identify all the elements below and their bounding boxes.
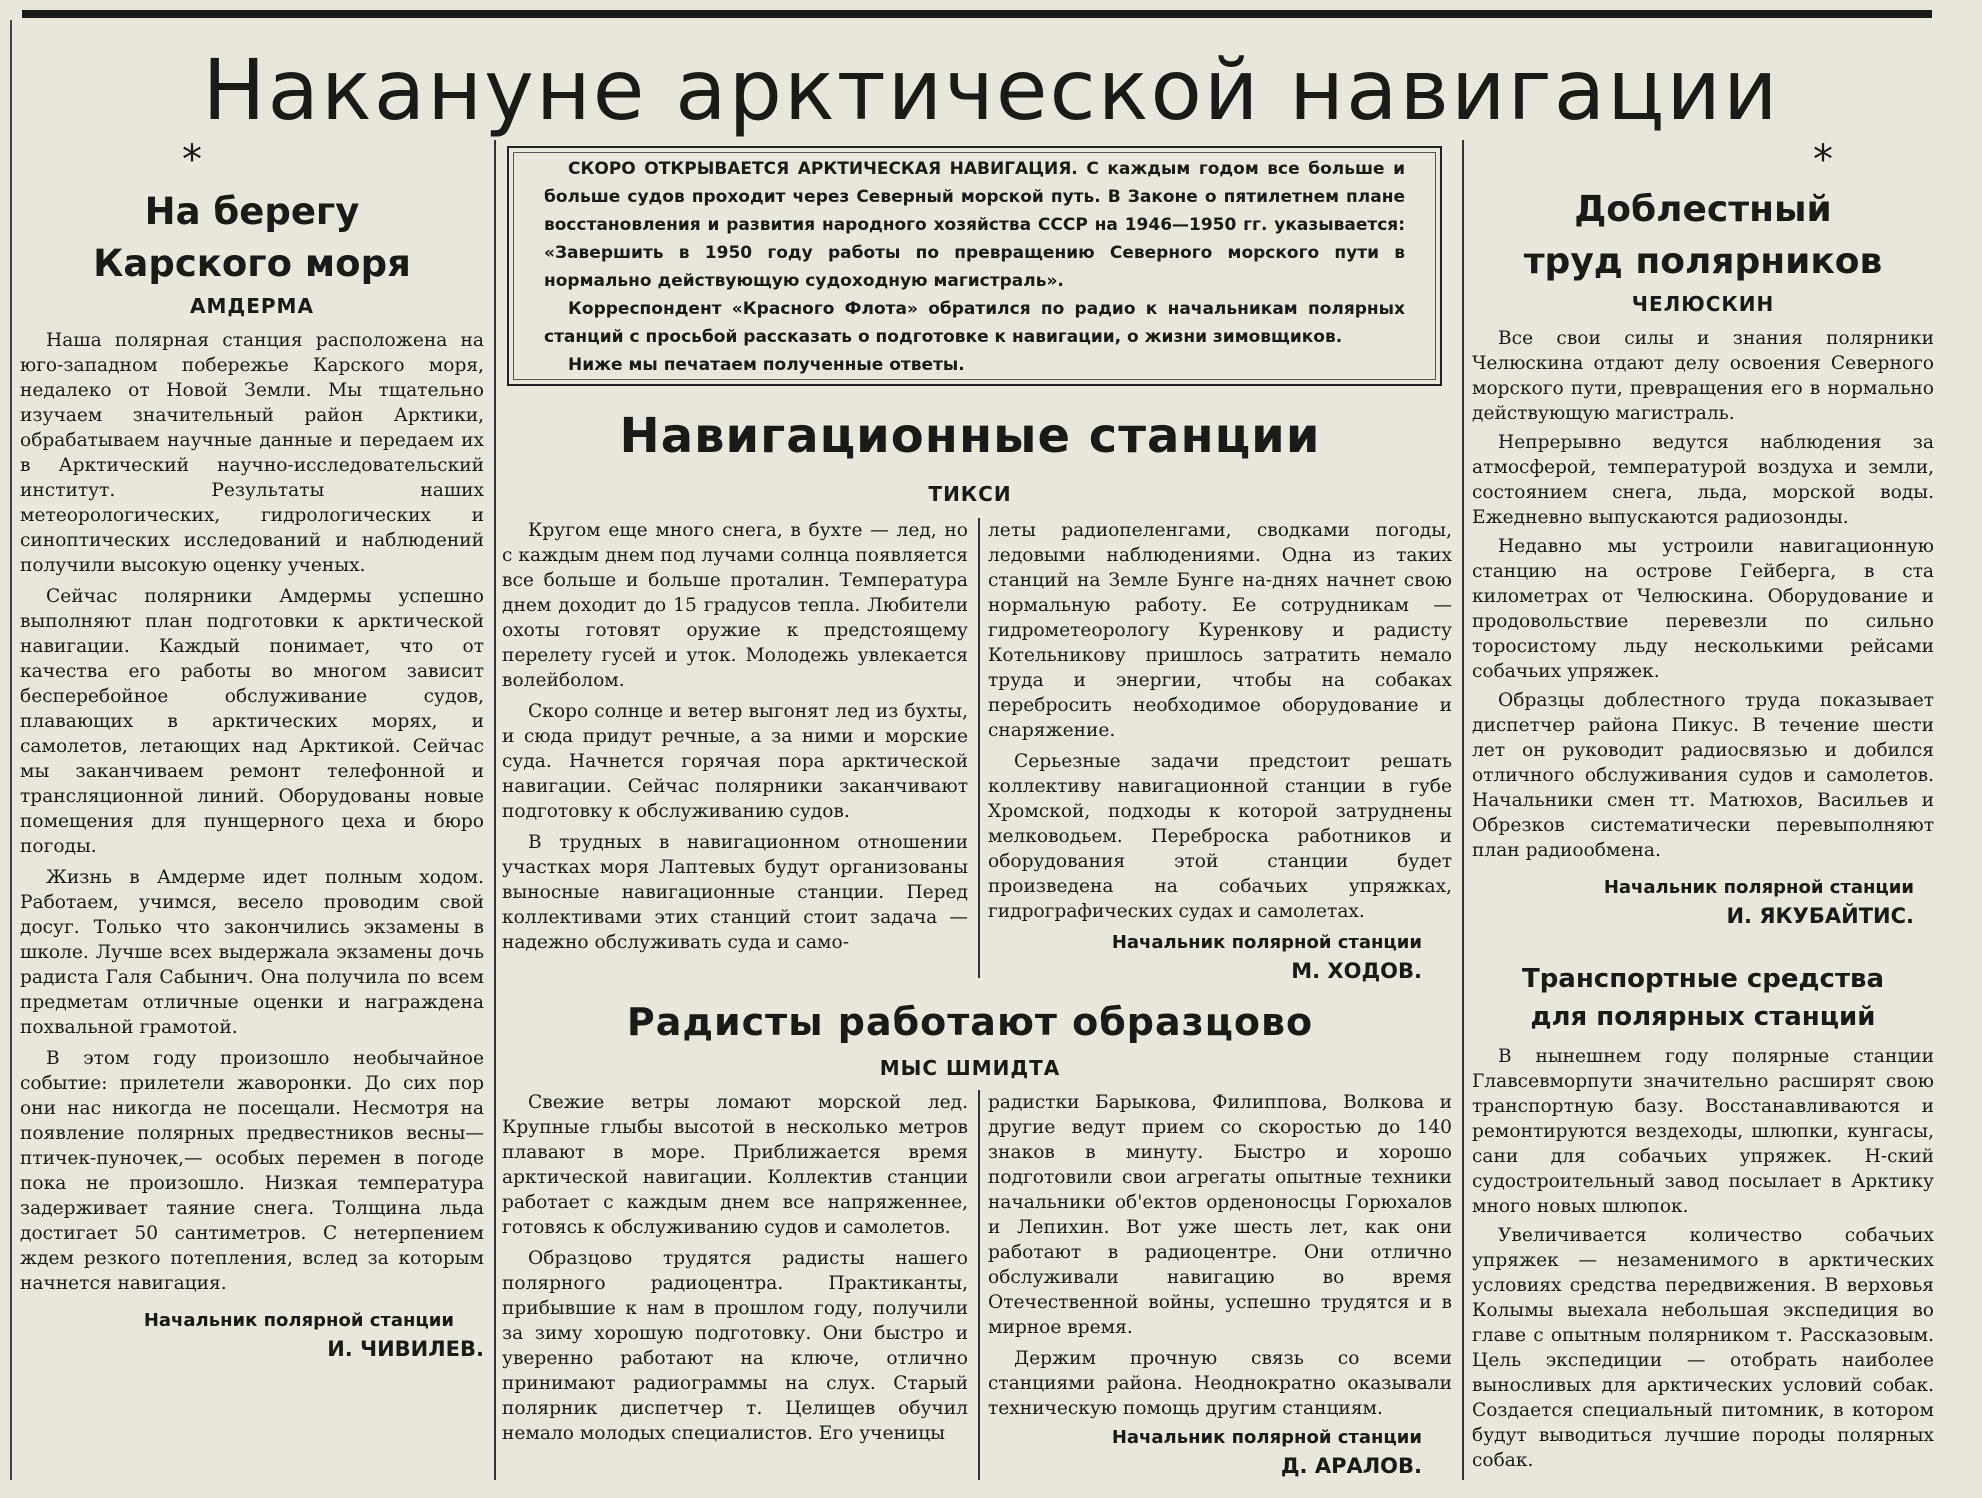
top-rule (22, 10, 1932, 18)
paragraph: Недавно мы устроили навигационную станцию на острове Гейберга, в ста километрах от Челюскина. Оборудование и продовольствие перевезли по сильно торосистому льду несколькими рейсами собачьих упряжек. (1472, 536, 1934, 682)
column-divider (978, 518, 980, 978)
article-title: Навигационные станции (619, 408, 1321, 464)
article-column (502, 518, 968, 955)
intro-paragraph: Корреспондент «Красного Флота» обратился по радио к начальникам полярных станций с просьбой рассказать о подготовке к навигации, о жизни зимовщиков. (544, 299, 1405, 347)
paragraph: Кругом еще много снега, в бухте — лед, но с каждым днем под лучами солнца появляется все больше и больше проталин. Температура днем доходит до 15 градусов тепла. Любители охоты готовят оружие к предстоящему перелету гусей и уток. Молодежь увлекается волейболом. (502, 520, 968, 691)
paragraph: Образцово трудятся радисты нашего полярного радиоцентра. Практиканты, прибывшие к нам в прошлом году, получили за зиму хорошую подготовку. Они быстро и уверенно работают на ключе, отлично принимают радиограммы на слух. Старый полярник диспетчер т. Целищев обучил немало молодых специалистов. Его ученицы (502, 1248, 968, 1444)
paragraph: Сейчас полярники Амдермы успешно выполняют план подготовки к арктической навигации. Каждый понимает, что от качества его работы во многом зависит бесперебойное обслуживание судов, плавающих в арктических морях, и самолетов, летающих над Арктикой. Сейчас мы заканчиваем ремонт телефонной и трансляционной линий. Оборудованы новые помещения для пунщерного цеха и бюро погоды. (20, 586, 484, 857)
article-title-line2: Карского моря (93, 242, 411, 285)
article-title-line1: Транспортные средства (1521, 964, 1885, 994)
paragraph: Увеличивается количество собачьих упряжек — незаменимого в арктических условиях средства передвижения. В верховья Колымы выехала небольшая экспедиция во главе с опытным полярником т. Рассказовым. Цель экспедиции — отобрать наиболее выносливых для арктических условий собак. Создается специальный питомник, в котором будут выводиться лучшие породы полярных собак. (1472, 1225, 1934, 1471)
signature-name: И. ЯКУБАЙТИС. (1726, 904, 1914, 928)
dateline: ТИКСИ (928, 482, 1012, 506)
article-column (502, 1090, 968, 1446)
signature-role: Начальник полярной станции (143, 1310, 454, 1331)
article-chelyuskin (1472, 137, 1934, 931)
signature-role: Начальник полярной станции (1603, 877, 1914, 898)
intro-paragraph: Ниже мы печатаем полученные ответы. (568, 355, 965, 375)
page-headline: Накануне арктической навигации (202, 41, 1780, 139)
paragraph: Образцы доблестного труда показывает диспетчер района Пикус. В течение шести лет он руководит радиосвязью и добился отличного обслуживания судов и самолетов. Начальники смен тт. Матюхов, Васильев и Обрезков систематически перевыполняют план радиообмена. (1472, 690, 1934, 861)
paragraph: радистки Барыкова, Филиппова, Волкова и другие ведут прием со скоростью до 140 знаков в минуту. Быстро и хорошо подготовили свои агрегаты опытные техники начальники об'ектов орденоносцы Горюхалов и Лепихин. Вот уже шесть лет, как они работают в радиоцентре. Они отлично обслуживали навигацию во время Отечественной войны, успешно трудятся и в мирное время. (988, 1092, 1452, 1338)
paragraph: В нынешнем году полярные станции Главсевморпути значительно расширят свою транспортную базу. Восстанавливаются и ремонтируются вездеходы, шлюпки, кунгасы, сани для собачьих упряжек. Н-ский судостроительный завод посылает в Арктику много новых шлюпок. (1472, 1046, 1934, 1217)
paragraph: Непрерывно ведутся наблюдения за атмосферой, температурой воздуха и земли, состоянием снега, льда, морской воды. Ежедневно выпускаются радиозонды. (1472, 432, 1934, 528)
intro-lead: СКОРО ОТКРЫВАЕТСЯ АРКТИЧЕСКАЯ НАВИГАЦИЯ. (568, 159, 1078, 179)
star-ornament: * (1813, 137, 1833, 183)
article-title-line2: труд полярников (1523, 241, 1883, 282)
paragraph: Свежие ветры ломают морской лед. Крупные глыбы высотой в несколько метров плавают в море. Приближается время арктической навигации. Коллектив станции работает с каждым днем все напряженнее, готовясь к обслуживанию судов и самолетов. (502, 1092, 968, 1238)
column-divider (1462, 140, 1464, 1480)
paragraph: Жизнь в Амдерме идет полным ходом. Работаем, учимся, весело проводим свой досуг. Только что закончились экзамены в школе. Лучше всех выдержала экзамены дочь радиста Галя Сабынич. Она получила по всем предметам отличные оценки и награждена похвальной грамотой. (20, 867, 484, 1038)
signature-role: Начальник полярной станции (1111, 932, 1422, 953)
paragraph: леты радиопеленгами, сводками погоды, ледовыми наблюдениями. Одна из таких станций на Земле Бунге на-днях начнет свою нормальную работу. Ее сотрудникам — гидрометеорологу Куренкову и радисту Котельникову пришлось затратить немало труда и энергии, чтобы на собаках перебросить необходимое оборудование и снаряжение. (988, 520, 1452, 741)
article-transport (1472, 960, 1934, 1473)
signature-role: Начальник полярной станции (1111, 1427, 1422, 1448)
dateline: ЧЕЛЮСКИН (1631, 292, 1775, 316)
article-amderma (20, 137, 484, 1364)
signature-name: М. ХОДОВ. (1291, 959, 1422, 983)
paragraph: Все свои силы и знания полярники Челюскина отдают делу освоения Северного морского пути, превращения его в нормально действующую магистраль. (1472, 328, 1934, 424)
signature-name: И. ЧИВИЛЕВ. (327, 1337, 484, 1361)
intro-box (507, 146, 1442, 386)
signature-name: Д. АРАЛОВ. (1280, 1454, 1422, 1478)
paragraph: В трудных в навигационном отношении участках моря Лаптевых будут организованы выносные навигационные станции. Перед коллективами этих станций стоит задача — надежно обслуживать суда и само- (502, 832, 968, 953)
article-title-line1: На берегу (144, 190, 360, 233)
article-title: Радисты работают образцово (626, 1000, 1314, 1044)
paragraph: Наша полярная станция расположена на юго-западном побережье Карского моря, недалеко от Новой Земли. Мы тщательно изучаем значительный район Арктики, обрабатываем научные данные и передаем их в Арктический научно-исследовательский институт. Результаты наших метеорологических, гидрологических и синоптических исследований и наблюдений получили высокую оценку ученых. (20, 330, 484, 576)
paragraph: Скоро солнце и ветер выгонят лед из бухты, и сюда придут речные, а за ними и морские суда. Начнется горячая пора арктической навигации. Сейчас полярники заканчивают подготовку к обслуживанию судов. (502, 701, 968, 822)
intro-text: С каждым годом все больше и больше судов проходит через Северный морской путь. В Законе о пятилетнем плане восстановления и развития народного хозяйства СССР на 1946—1950 гг. указывается: «Завершить в 1950 году работы по превращению Северного морского пути в нормально действующую судоходную магистраль». (544, 159, 1406, 291)
left-margin-rule (10, 20, 12, 1480)
paragraph: В этом году произошло необычайное событие: прилетели жаворонки. До сих пор они нас никогда не посещали. Несмотря на появление полярных предвестников весны—птичек-пуночек,— особых перемен в погоде пока не произошло. Низкая температура задерживает таяние снега. Толщина льда достигает 50 сантиметров. С нетерпением ждем резкого потепления, вслед за которым начнется навигация. (20, 1048, 484, 1294)
article-title-line2: для полярных станций (1530, 1002, 1876, 1032)
dateline: АМДЕРМА (190, 294, 314, 318)
paragraph: Держим прочную связь со всеми станциями района. Неоднократно оказывали техническую помощь другим станциям. (988, 1348, 1452, 1419)
dateline: МЫС ШМИДТА (879, 1056, 1061, 1080)
article-column (988, 1090, 1452, 1481)
star-ornament: * (182, 137, 202, 183)
paragraph: Серьезные задачи предстоит решать коллективу навигационной станции в губе Хромской, подходы к которой затруднены мелководьем. Переброска работников и оборудования этой станции будет произведена на собачьих упряжках, гидрографических судах и самолетах. (988, 751, 1452, 922)
column-divider (978, 1090, 980, 1480)
column-divider (494, 140, 496, 1480)
article-title-line1: Доблестный (1574, 189, 1832, 230)
article-column (988, 518, 1452, 986)
